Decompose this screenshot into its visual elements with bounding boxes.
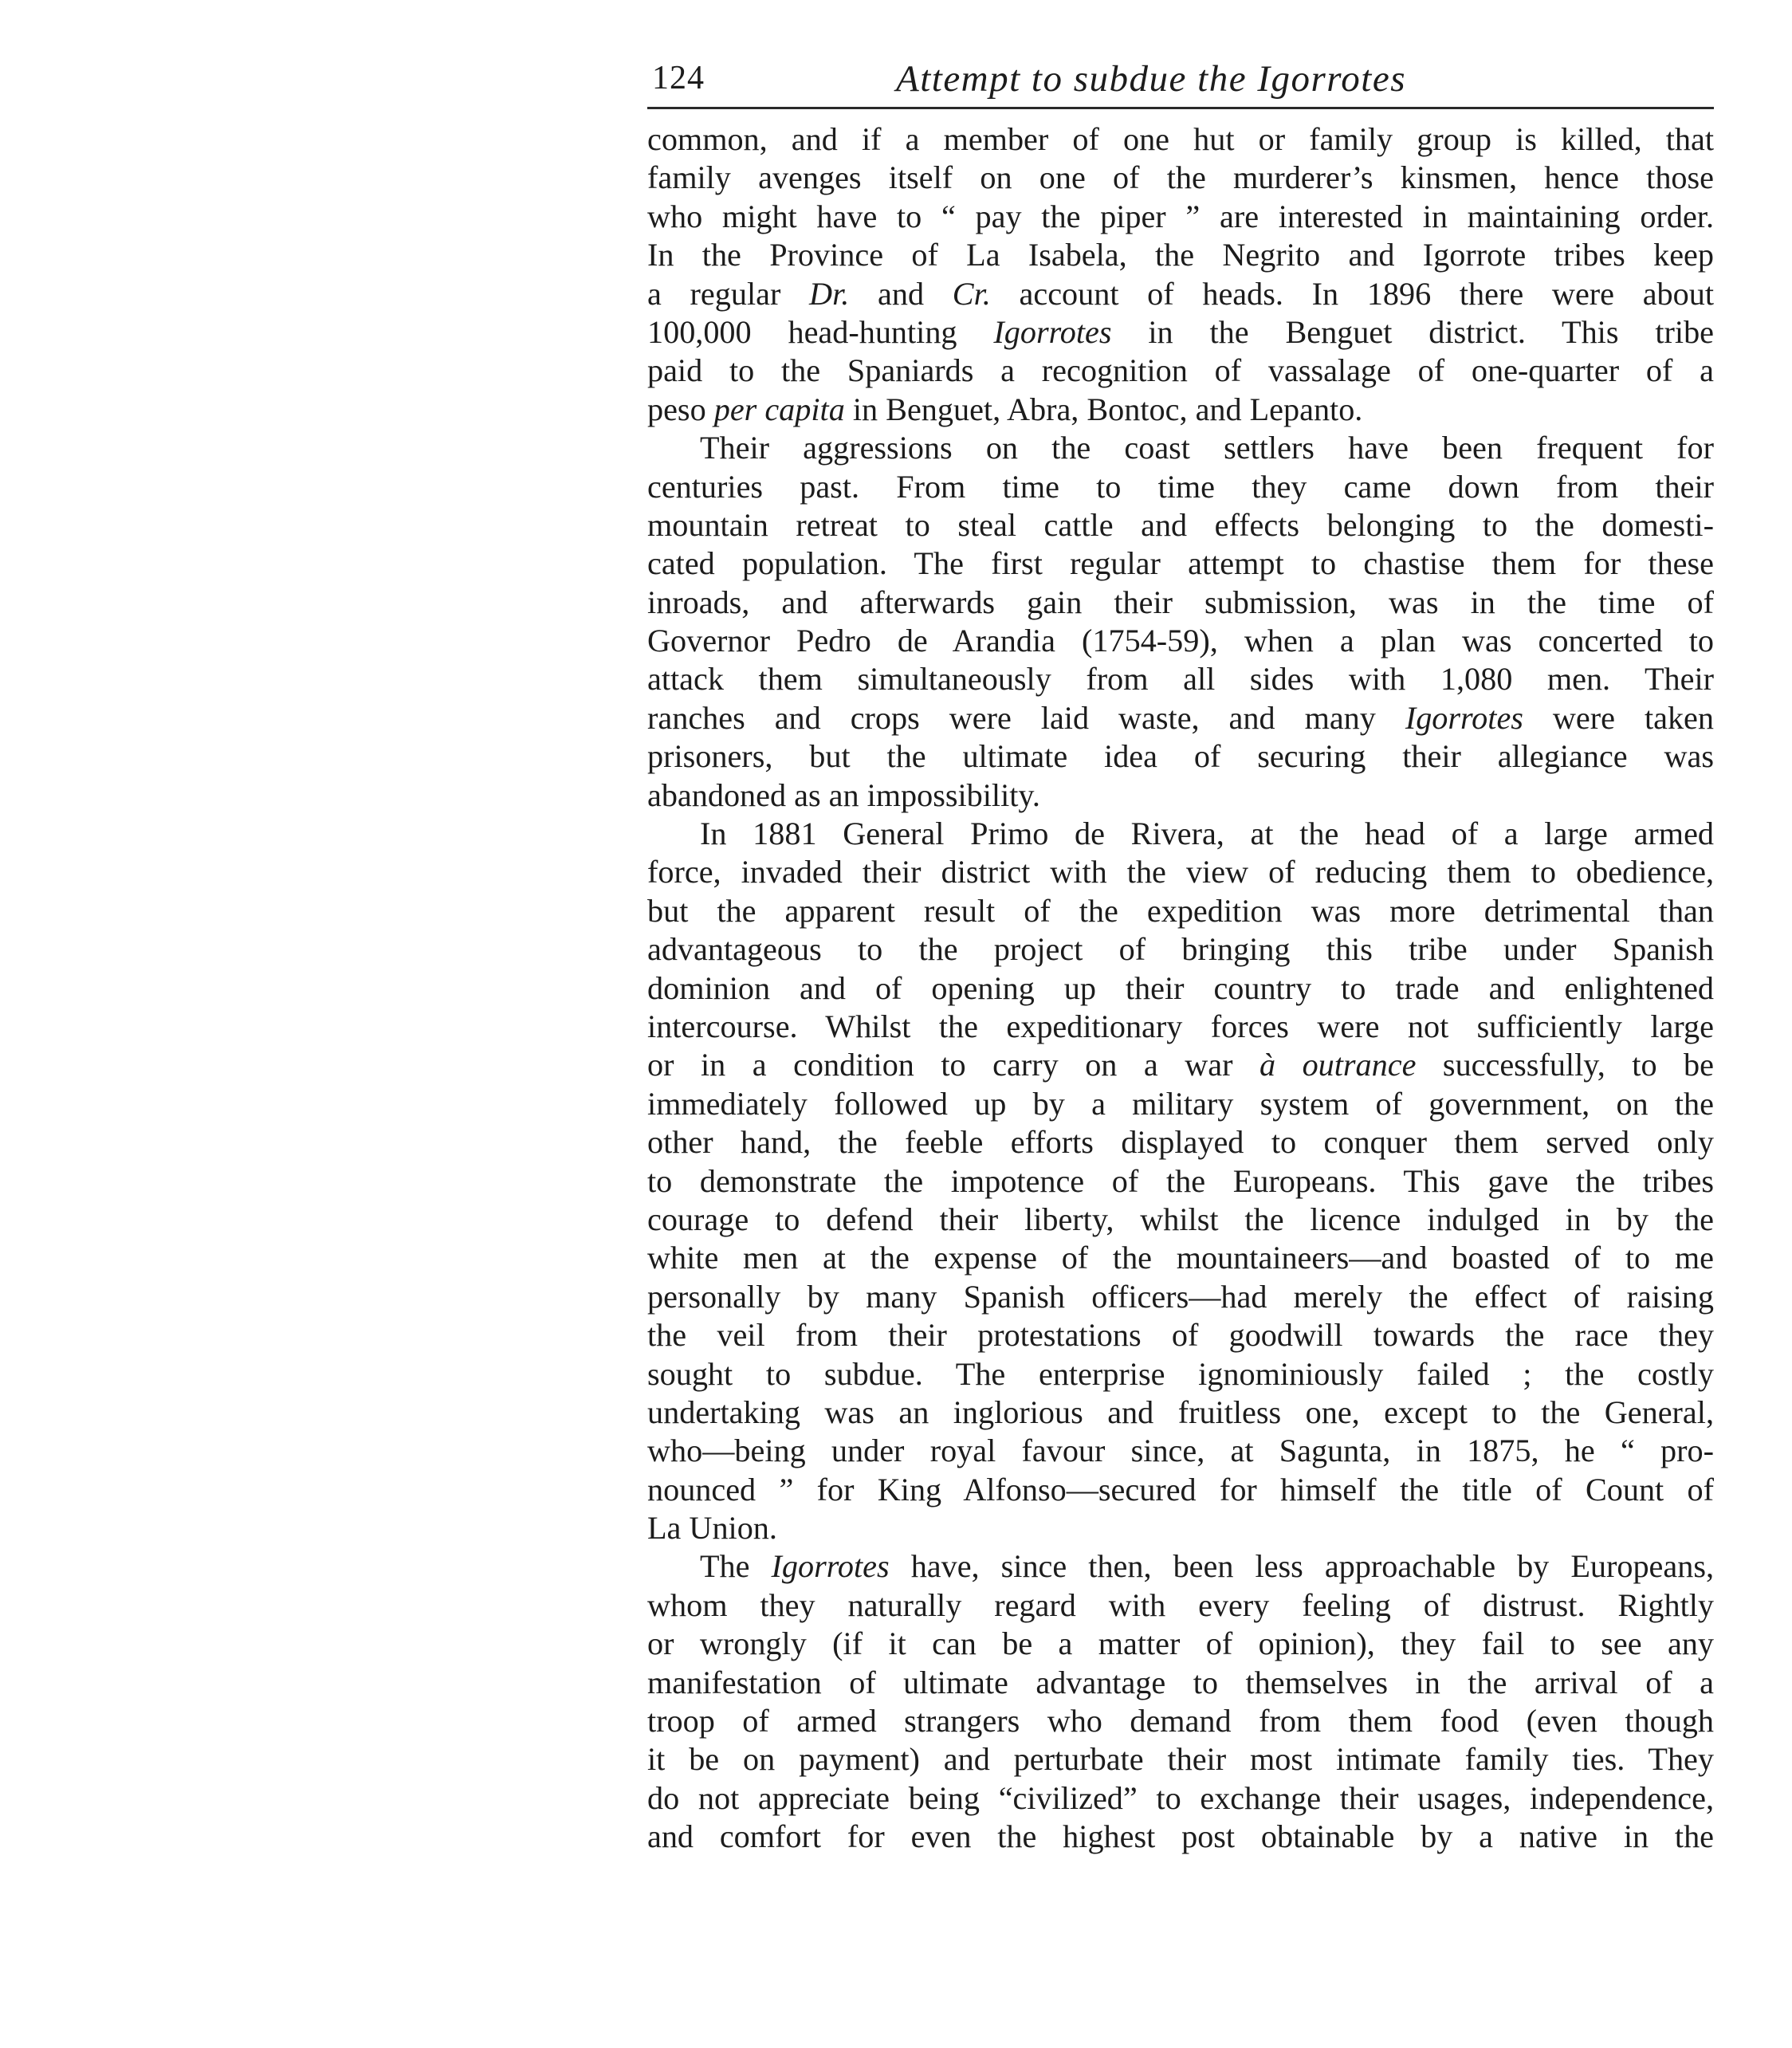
italic-run: Igorrotes xyxy=(1405,699,1523,736)
text-line xyxy=(647,391,1714,429)
text-line xyxy=(647,275,1714,313)
text-line xyxy=(647,1239,1714,1277)
text-run: successfully, to be xyxy=(1416,1047,1714,1083)
text-run: or wrongly (if it can be a matter of opinion), they fail to see any xyxy=(647,1625,1714,1662)
text-line xyxy=(647,1394,1714,1432)
text-line xyxy=(647,930,1714,969)
text-run: The xyxy=(700,1548,772,1585)
text-run: to demonstrate the impotence of the Europeans. This gave the tribes xyxy=(647,1162,1714,1199)
text-run: it be on payment) and perturbate their most intimate family ties. They xyxy=(647,1741,1714,1778)
text-run: in the Benguet district. This tribe xyxy=(1111,313,1714,350)
text-run: were taken xyxy=(1523,699,1714,736)
paragraph xyxy=(647,1547,1714,1856)
italic-run: per capita xyxy=(713,391,845,427)
text-run: white men at the expense of the mountaineers—and boasted of to me xyxy=(647,1240,1714,1276)
text-run: whom they naturally regard with every feeling of distrust. Rightly xyxy=(647,1586,1714,1623)
text-run: and comfort for even the highest post obtainable by a native in the xyxy=(647,1818,1714,1855)
italic-run: Dr. xyxy=(809,275,850,312)
italic-run: Cr. xyxy=(952,275,991,312)
text-line xyxy=(647,1085,1714,1123)
text-run: attack them simultaneously from all sides with 1,080 men. Their xyxy=(647,661,1714,698)
text-line xyxy=(647,737,1714,776)
text-line xyxy=(647,1547,1714,1586)
text-line xyxy=(647,622,1714,660)
text-line xyxy=(647,236,1714,274)
text-line xyxy=(647,1162,1714,1201)
text-run: personally by many Spanish officers—had merely the effect of raising xyxy=(647,1278,1714,1315)
text-line xyxy=(647,506,1714,544)
text-run: a regular xyxy=(647,275,810,312)
text-line xyxy=(647,660,1714,698)
text-line xyxy=(647,159,1714,197)
text-run: centuries past. From time to time they came down from their xyxy=(647,468,1714,505)
text-line xyxy=(647,853,1714,891)
text-run: or in a condition to carry on a war xyxy=(647,1047,1260,1083)
text-run: the veil from their protestations of goodwill towards the race they xyxy=(647,1317,1714,1354)
text-line xyxy=(647,1702,1714,1740)
text-line xyxy=(647,815,1714,853)
text-run: abandoned as an impossibility. xyxy=(647,776,1040,813)
text-run: In 1881 General Primo de Rivera, at the head of a large armed xyxy=(700,816,1714,852)
text-line xyxy=(647,1471,1714,1509)
text-run: who—being under royal favour since, at Sagunta, in 1875, he “ pro- xyxy=(647,1433,1714,1469)
text-run: prisoners, but the ultimate idea of securing their allegiance was xyxy=(647,738,1714,775)
text-line xyxy=(647,1316,1714,1354)
text-run: have, since then, been less approachable by Europeans, xyxy=(889,1548,1715,1585)
text-line xyxy=(647,1664,1714,1702)
text-line xyxy=(647,1740,1714,1779)
text-run: dominion and of opening up their country to trade and enlightened xyxy=(647,969,1714,1006)
text-run: intercourse. Whilst the expeditionary forces were not sufficiently large xyxy=(647,1008,1714,1044)
text-line xyxy=(647,1278,1714,1316)
italic-run: à outrance xyxy=(1259,1047,1417,1083)
text-run: inroads, and afterwards gain their submission, was in the time of xyxy=(647,584,1714,620)
text-line xyxy=(647,120,1714,159)
book-page xyxy=(647,56,1714,1857)
text-run: nounced ” for King Alfonso—secured for himself the title of Count of xyxy=(647,1471,1714,1508)
running-title: Attempt to subdue the Igorrotes xyxy=(896,58,1407,100)
text-run: troop of armed strangers who demand from them food (even though xyxy=(647,1703,1714,1739)
text-run: sought to subdue. The enterprise ignominiously failed ; the costly xyxy=(647,1355,1714,1392)
text-line xyxy=(647,584,1714,622)
text-run: mountain retreat to steal cattle and effects belonging to the domesti- xyxy=(647,506,1714,543)
text-run: 100,000 head-hunting xyxy=(647,313,994,350)
text-run: account of heads. In 1896 there were about xyxy=(990,275,1714,312)
text-line xyxy=(647,1123,1714,1162)
running-head xyxy=(647,56,1714,109)
text-line xyxy=(647,1779,1714,1818)
text-run: La Union. xyxy=(647,1510,777,1547)
text-line xyxy=(647,1625,1714,1663)
text-line xyxy=(647,1586,1714,1625)
text-run: force, invaded their district with the view of reducing them to obedience, xyxy=(647,854,1714,890)
text-run: other hand, the feeble efforts displayed to conquer them served only xyxy=(647,1124,1714,1161)
text-run: peso xyxy=(647,391,714,427)
text-run: Governor Pedro de Arandia (1754-59), when a plan was concerted to xyxy=(647,623,1714,659)
text-line xyxy=(647,429,1714,467)
text-line xyxy=(647,198,1714,236)
text-line xyxy=(647,352,1714,390)
text-run: Their aggressions on the coast settlers have been frequent for xyxy=(700,430,1714,466)
text-run: but the apparent result of the expedition was more detrimental than xyxy=(647,892,1714,929)
text-run: common, and if a member of one hut or family group is killed, that xyxy=(647,121,1714,157)
text-line xyxy=(647,1355,1714,1394)
text-line xyxy=(647,892,1714,930)
text-run: courage to defend their liberty, whilst the licence indulged in by the xyxy=(647,1201,1714,1237)
text-line xyxy=(647,1201,1714,1239)
text-run: ranches and crops were laid waste, and many xyxy=(647,699,1405,736)
text-run: in Benguet, Abra, Bontoc, and Lepanto. xyxy=(844,391,1363,427)
text-line xyxy=(647,1046,1714,1084)
text-line xyxy=(647,1818,1714,1856)
text-run: paid to the Spaniards a recognition of vassalage of one-quarter of a xyxy=(647,352,1714,389)
text-run: immediately followed up by a military system of government, on the xyxy=(647,1085,1714,1122)
text-line xyxy=(647,1432,1714,1470)
text-run: manifestation of ultimate advantage to themselves in the arrival of a xyxy=(647,1664,1714,1700)
text-run: cated population. The first regular attempt to chastise them for these xyxy=(647,545,1714,582)
text-line xyxy=(647,468,1714,506)
text-run: In the Province of La Isabela, the Negrito and Igorrote tribes keep xyxy=(647,237,1714,273)
text-run: undertaking was an inglorious and fruitless one, except to the General, xyxy=(647,1394,1714,1430)
text-line xyxy=(647,1008,1714,1046)
text-line xyxy=(647,313,1714,352)
text-line xyxy=(647,699,1714,737)
text-line xyxy=(647,969,1714,1008)
text-run: who might have to “ pay the piper ” are interested in maintaining order. xyxy=(647,198,1714,234)
paragraph xyxy=(647,815,1714,1547)
text-run: and xyxy=(849,275,953,312)
body-text xyxy=(647,120,1714,1857)
text-run: advantageous to the project of bringing this tribe under Spanish xyxy=(647,931,1714,968)
text-run: do not appreciate being “civilized” to exchange their usages, independence, xyxy=(647,1779,1714,1816)
text-run: family avenges itself on one of the murderer’s kinsmen, hence those xyxy=(647,159,1714,196)
italic-run: Igorrotes xyxy=(771,1548,890,1585)
paragraph xyxy=(647,429,1714,815)
italic-run: Igorrotes xyxy=(993,313,1112,350)
paragraph xyxy=(647,120,1714,429)
text-line xyxy=(647,1509,1714,1547)
page-number: 124 xyxy=(652,60,705,96)
text-line xyxy=(647,776,1714,815)
text-line xyxy=(647,544,1714,583)
